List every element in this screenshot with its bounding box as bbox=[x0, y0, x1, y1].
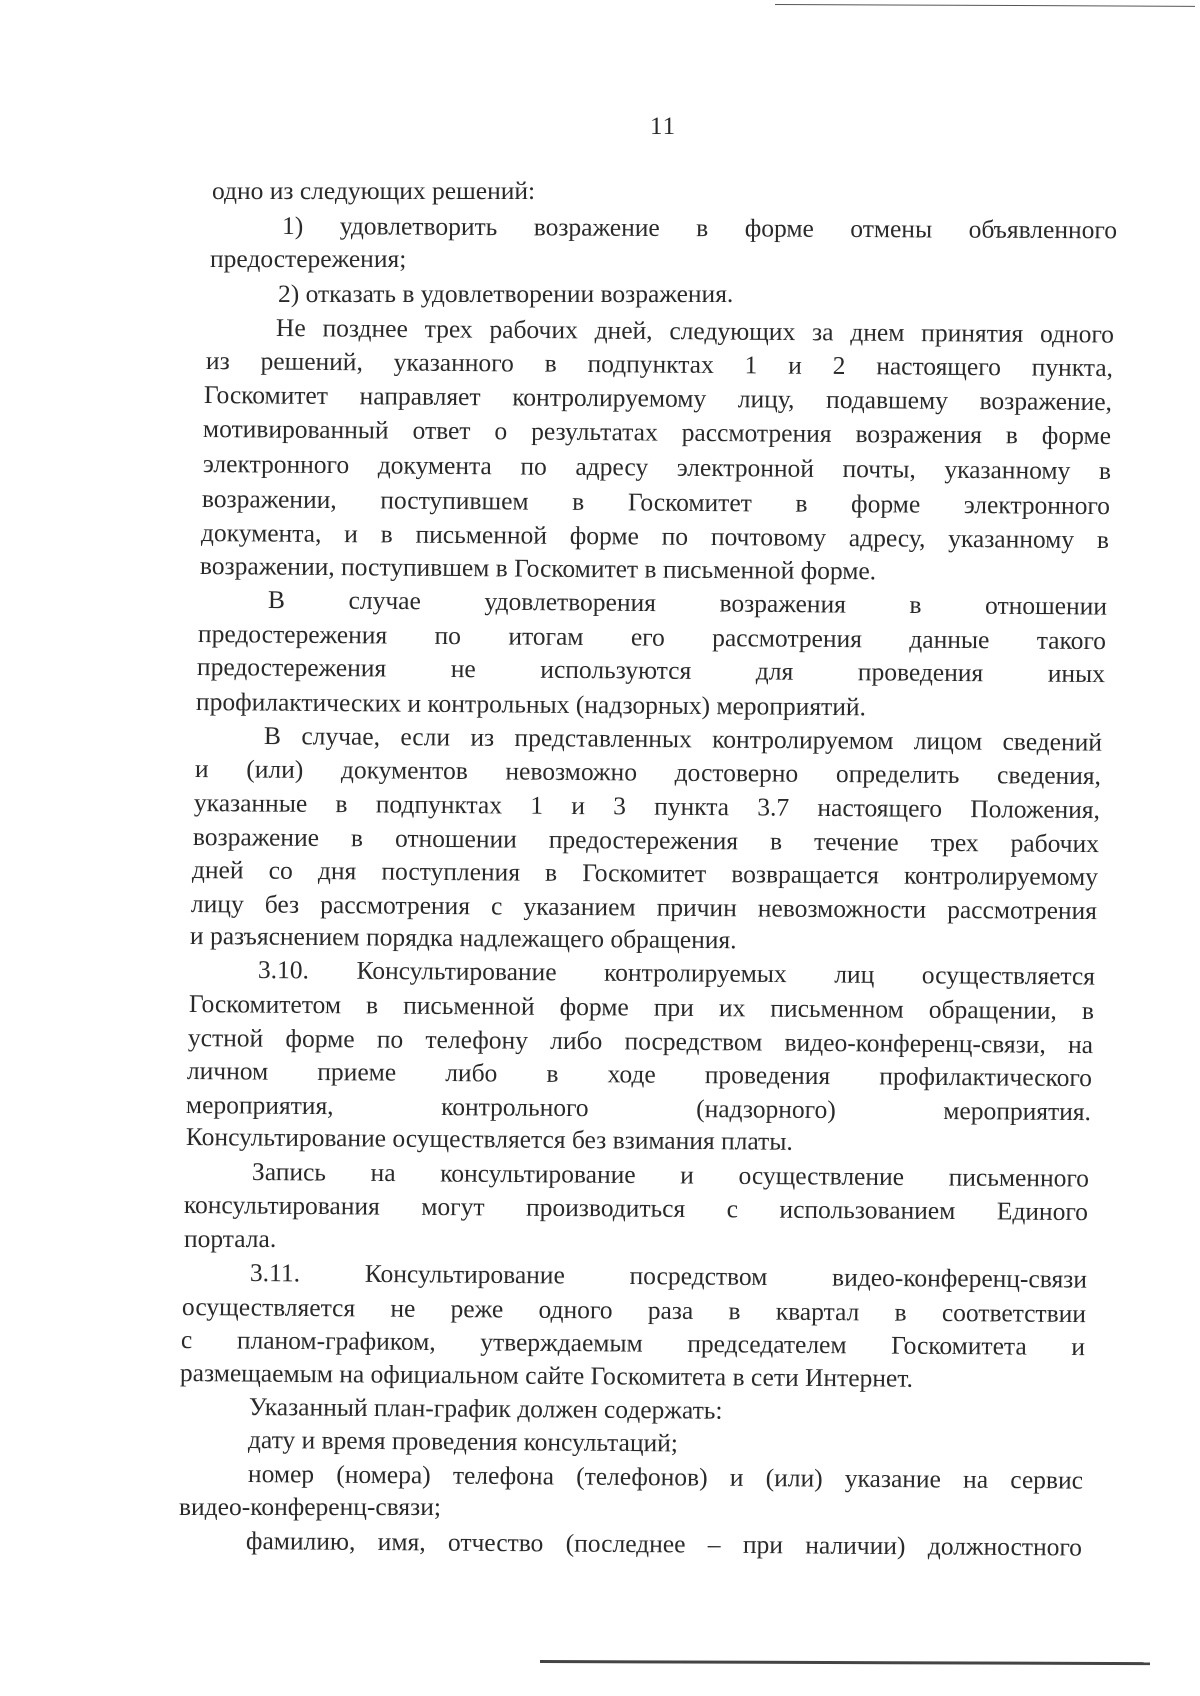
page-number: 11 bbox=[650, 113, 677, 140]
text-line: и (или) документов невозможно достоверно определить сведения, bbox=[194, 754, 1102, 791]
text-line: мотивированный ответ о результатах рассмотрения возражения в форме bbox=[202, 414, 1112, 451]
text-line: 3.10. Консультирование контролируемых лиц осуществляется bbox=[257, 955, 1096, 991]
text-line: номер (номера) телефона (телефонов) и (или) указание на сервис bbox=[247, 1459, 1084, 1495]
text-line: В случае удовлетворения возражения в отношении bbox=[267, 585, 1108, 621]
text-line: Консультирование осуществляется без взимания платы. bbox=[185, 1122, 793, 1156]
text-line: указанные в подпунктах 1 и 3 пункта 3.7 настоящего Положения, bbox=[193, 788, 1101, 825]
text-line: осуществляется не реже одного раза в квартал в соответствии bbox=[181, 1292, 1087, 1329]
text-line: профилактических и контрольных (надзорных) мероприятий. bbox=[195, 687, 867, 722]
text-line: возражении, поступившем в Госкомитет в форме электронного bbox=[201, 484, 1111, 521]
text-line: устной форме по телефону либо посредством видео-конференц-связи, на bbox=[187, 1023, 1094, 1060]
text-line: Госкомитетом в письменной форме при их письменном обращении, в bbox=[188, 989, 1095, 1026]
text-line: 2) отказать в удовлетворении возражения. bbox=[278, 279, 734, 308]
text-line: В случае, если из представленных контролируемом лицом сведений bbox=[263, 721, 1103, 757]
text-line: документа, и в письменной форме по почтовому адресу, указанному в bbox=[200, 518, 1110, 555]
text-line: лицу без рассмотрения с указанием причин невозможности рассмотрения bbox=[190, 889, 1098, 926]
text-line: возражение в отношении предостережения в течение трех рабочих bbox=[192, 822, 1100, 859]
text-line: возражении, поступившем в Госкомитет в письменной форме. bbox=[199, 551, 877, 586]
text-line: Госкомитет направляет контролируемому лицу, подавшему возражение, bbox=[203, 380, 1113, 417]
text-line: электронного документа по адресу электронной почты, указанному в bbox=[202, 449, 1112, 486]
text-line: и разъяснением порядка надлежащего обращения. bbox=[189, 921, 737, 955]
text-line: из решений, указанного в подпунктах 1 и 2 настоящего пункта, bbox=[205, 346, 1114, 383]
text-line: Не позднее трех рабочих дней, следующих за днем принятия одного bbox=[275, 313, 1115, 349]
text-line: фамилию, имя, отчество (последнее – при наличии) должностного bbox=[245, 1526, 1083, 1562]
text-line: 1) удовлетворить возражение в форме отмены объявленного bbox=[281, 211, 1118, 245]
text-line: личном приеме либо в ходе проведения профилактического bbox=[186, 1056, 1093, 1093]
text-line: мероприятия, контрольного (надзорного) мероприятия. bbox=[185, 1090, 1092, 1127]
text-line: размещаемым на официальном сайте Госкомитета в сети Интернет. bbox=[179, 1358, 914, 1393]
text-line: дней со дня поступления в Госкомитет возвращается контролируемому bbox=[191, 855, 1099, 892]
text-line: портала. bbox=[184, 1224, 277, 1253]
text-line: с планом-графиком, утверждаемым председателем Госкомитета и bbox=[180, 1325, 1086, 1362]
text-line: консультирования могут производиться с использованием Единого bbox=[183, 1190, 1089, 1227]
text-line: Указанный план-график должен содержать: bbox=[248, 1392, 723, 1425]
text-line: предостережения не используются для проведения иных bbox=[196, 652, 1106, 689]
text-line: предостережения по итогам его рассмотрения данные такого bbox=[197, 619, 1107, 656]
text-line: Запись на консультирование и осуществление письменного bbox=[251, 1157, 1090, 1193]
text-line: 3.11. Консультирование посредством видео-конференц-связи bbox=[249, 1258, 1088, 1294]
text-line: дату и время проведения консультаций; bbox=[247, 1425, 679, 1458]
text-line: одно из следующих решений: bbox=[212, 176, 536, 205]
text-line: предостережения; bbox=[210, 244, 407, 273]
text-line: видео-конференц-связи; bbox=[179, 1492, 441, 1521]
